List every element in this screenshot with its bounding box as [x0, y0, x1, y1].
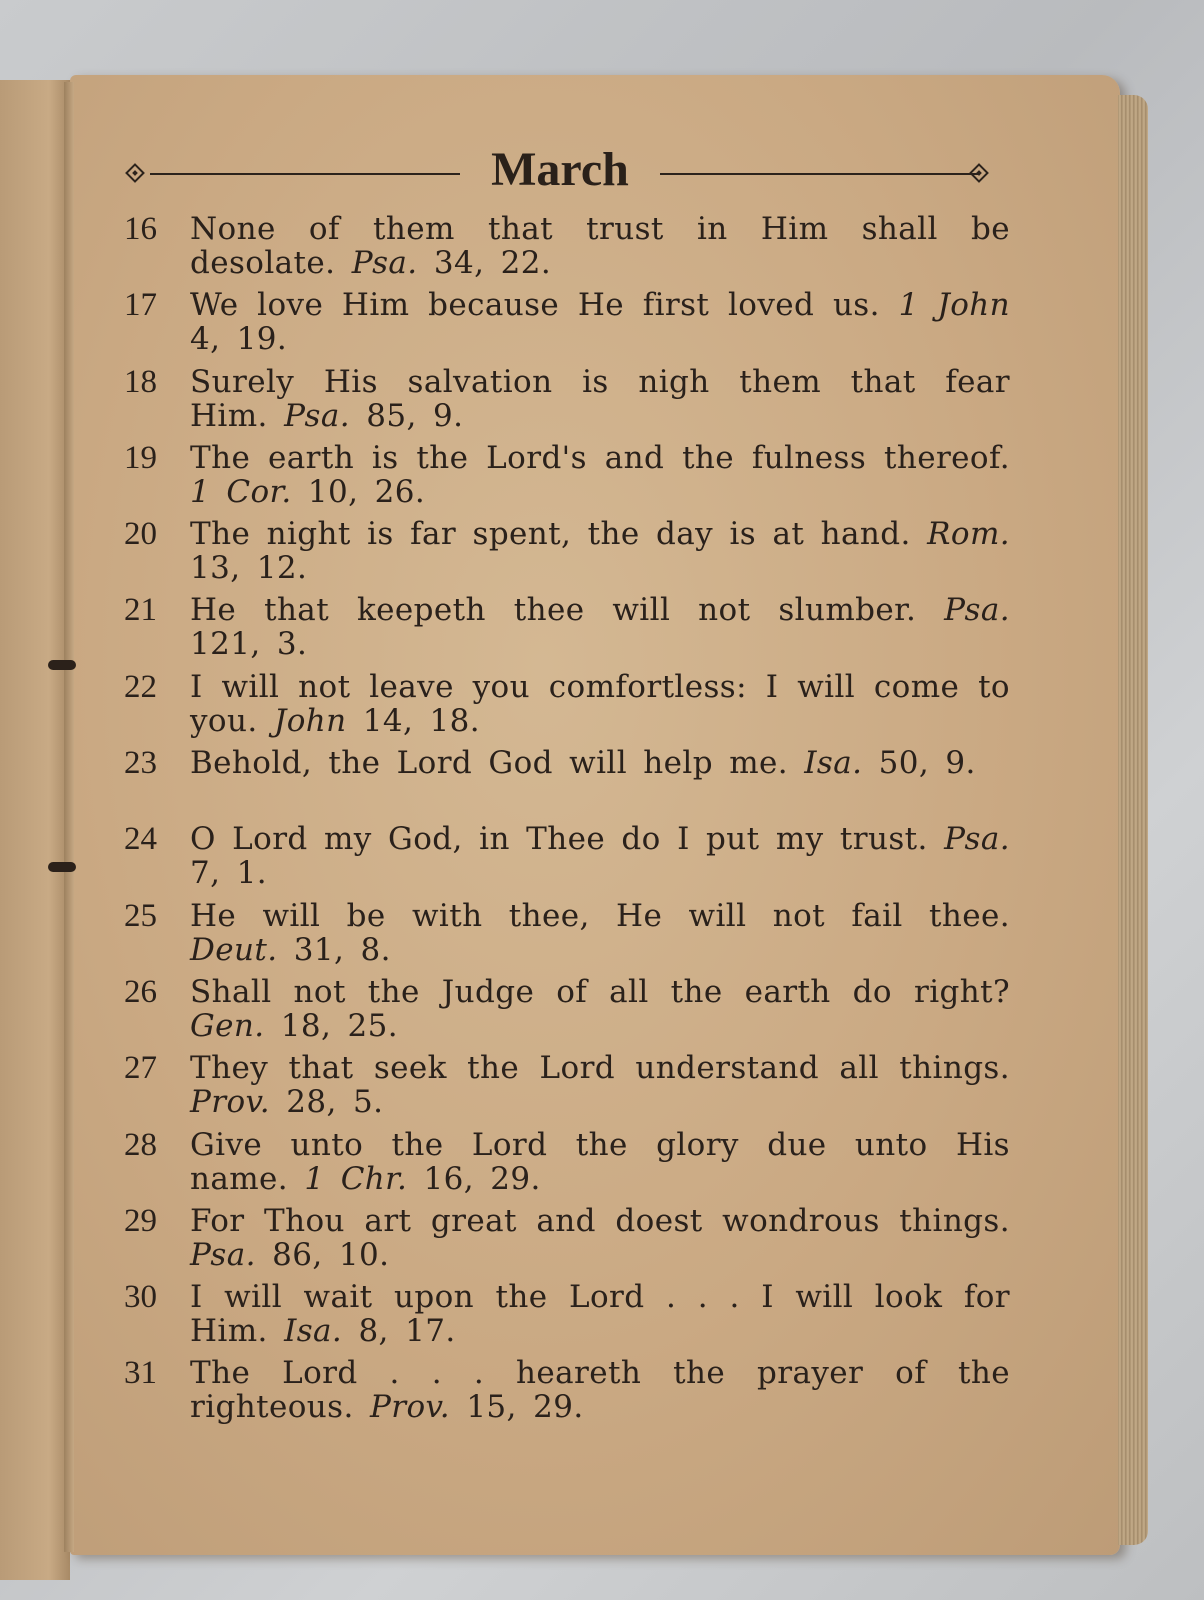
verse-text: He that keepeth thee will not slumber. Psa. 121, 3. [190, 592, 1010, 663]
verse-entry [95, 1200, 1010, 1276]
verse-entry [95, 818, 1010, 894]
book-reference: Prov. [190, 1084, 271, 1121]
day-number: 23 [124, 745, 157, 782]
verse-entry [95, 742, 1010, 818]
diamond-ornament-icon [125, 163, 145, 183]
day-number: 24 [124, 821, 157, 858]
verse-entry [95, 208, 1010, 284]
book-reference: Isa. [284, 1313, 343, 1350]
verse-text: O Lord my God, in Thee do I put my trust. Psa. 7, 1. [190, 821, 1010, 892]
chapter-verse: 28, 5. [286, 1084, 384, 1121]
chapter-verse: 85, 9. [366, 397, 464, 434]
verse-entry [95, 513, 1010, 589]
book-reference: Rom. [927, 516, 1010, 553]
chapter-verse: 50, 9. [878, 745, 976, 782]
staple [48, 660, 76, 670]
chapter-verse: 14, 18. [362, 702, 481, 739]
verse-text: The earth is the Lord's and the fulness thereof. 1 Cor. 10, 26. [190, 439, 1010, 510]
book-reference: 1 John [898, 287, 1010, 324]
book-reference: Isa. [804, 745, 863, 782]
header-rule [150, 173, 460, 175]
book-reference: Gen. [190, 1007, 265, 1044]
book-reference: John [273, 702, 347, 739]
verse-text: For Thou art great and doest wondrous things. Psa. 86, 10. [190, 1202, 1010, 1273]
day-number: 18 [124, 363, 157, 400]
book-reference: Psa. [284, 397, 350, 434]
chapter-verse: 31, 8. [293, 931, 391, 968]
verse-text: Behold, the Lord God will help me. Isa. 50, 9. [190, 745, 976, 782]
book-reference: Psa. [190, 1236, 256, 1273]
chapter-verse: 10, 26. [307, 473, 426, 510]
chapter-verse: 8, 17. [358, 1313, 456, 1350]
verse-text: We love Him because He first loved us. 1 John 4, 19. [190, 287, 1010, 358]
book-reference: Deut. [190, 931, 278, 968]
verse-entry [95, 589, 1010, 665]
verse-entry [95, 666, 1010, 742]
month-title: March [491, 143, 629, 196]
verse-text: The night is far spent, the day is at hand. Rom. 13, 12. [190, 516, 1010, 587]
verse-list [95, 208, 1010, 1429]
day-number: 28 [124, 1126, 157, 1163]
verse-entry [95, 895, 1010, 971]
day-number: 20 [124, 516, 157, 553]
chapter-verse: 7, 1. [190, 855, 268, 892]
book-reference: Psa. [944, 821, 1010, 858]
day-number: 21 [124, 592, 157, 629]
chapter-verse: 13, 12. [190, 550, 308, 587]
diamond-ornament-icon [969, 163, 989, 183]
verse-entry [95, 1352, 1010, 1428]
chapter-verse: 121, 3. [190, 626, 308, 663]
verse-entry [95, 1276, 1010, 1352]
day-number: 27 [124, 1050, 157, 1087]
staple [48, 862, 76, 872]
verse-text: The Lord . . . heareth the prayer of the righteous. Prov. 15, 29. [190, 1355, 1010, 1426]
day-number: 16 [124, 211, 157, 247]
day-number: 17 [124, 287, 157, 324]
verse-text: He will be with thee, He will not fail thee. Deut. 31, 8. [190, 897, 1010, 968]
chapter-verse: 34, 22. [433, 245, 552, 281]
chapter-verse: 4, 19. [190, 321, 288, 358]
day-number: 19 [124, 439, 157, 476]
verse-entry [95, 361, 1010, 437]
chapter-verse: 16, 29. [423, 1160, 541, 1197]
verse-entry [95, 1124, 1010, 1200]
book-reference: 1 Cor. [190, 473, 292, 510]
day-number: 31 [124, 1355, 157, 1392]
verse-entry [95, 437, 1010, 513]
day-number: 25 [124, 897, 157, 934]
chapter-verse: 86, 10. [272, 1236, 390, 1273]
book-reference: Psa. [944, 592, 1010, 629]
verse-entry [95, 1047, 1010, 1123]
verse-entry [95, 971, 1010, 1047]
verse-text: Surely His salvation is nigh them that fear Him. Psa. 85, 9. [190, 363, 1010, 434]
day-number: 26 [124, 973, 157, 1010]
header-rule [660, 173, 980, 175]
day-number: 30 [124, 1279, 157, 1316]
verse-text: I will wait upon the Lord . . . I will look for Him. Isa. 8, 17. [190, 1279, 1010, 1350]
facing-page-edge [0, 80, 70, 1580]
book-reference: Psa. [351, 245, 418, 281]
binding-gutter [64, 82, 74, 1552]
book-reference: Prov. [370, 1389, 451, 1426]
book-reference: 1 Chr. [304, 1160, 408, 1197]
day-number: 29 [124, 1202, 157, 1239]
day-number: 22 [124, 668, 157, 705]
chapter-verse: 15, 29. [466, 1389, 584, 1426]
verse-text: They that seek the Lord understand all things. Prov. 28, 5. [190, 1050, 1010, 1121]
verse-entry [95, 284, 1010, 360]
verse-text: None of them that trust in Him shall be desolate. Psa. 34, 22. [190, 211, 1010, 281]
verse-text: Give unto the Lord the glory due unto His name. 1 Chr. 16, 29. [190, 1126, 1010, 1197]
month-header [120, 140, 1010, 210]
chapter-verse: 18, 25. [280, 1007, 399, 1044]
page-stack-edge [1118, 95, 1148, 1545]
verse-text: I will not leave you comfortless: I will come to you. John 14, 18. [190, 668, 1010, 739]
verse-text: Shall not the Judge of all the earth do right? Gen. 18, 25. [190, 973, 1010, 1044]
